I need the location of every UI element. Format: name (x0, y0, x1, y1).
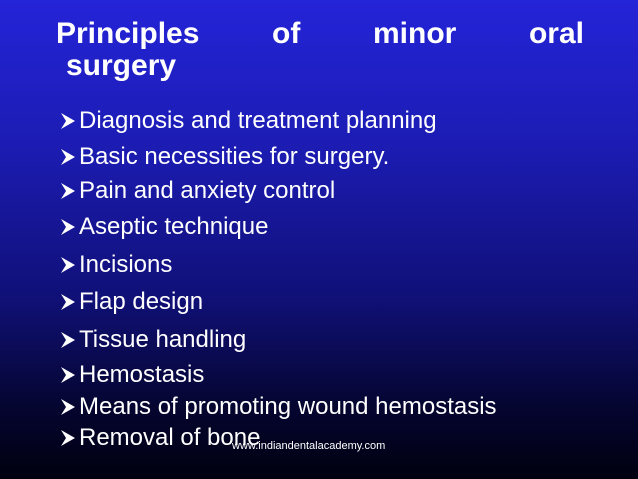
title-word: Principles (56, 17, 200, 50)
bullet-text: Incisions (79, 251, 173, 278)
bullet-item (58, 424, 260, 452)
bullet-text: Tissue handling (79, 326, 247, 353)
bullet-item (58, 143, 389, 171)
bullet-item (58, 107, 437, 135)
footer-url: www.indiandentalacademy.com (232, 440, 386, 452)
arrow-bullet-icon (58, 255, 78, 275)
arrow-bullet-icon (58, 365, 78, 385)
bullet-text: Diagnosis and treatment planning (79, 107, 437, 134)
slide-title (56, 18, 584, 82)
bullet-item (58, 326, 246, 354)
title-line-2: surgery (66, 49, 177, 82)
arrow-bullet-icon (58, 330, 78, 350)
title-word: of (272, 17, 301, 50)
arrow-bullet-icon (58, 292, 78, 312)
arrow-bullet-icon (58, 111, 78, 131)
title-line-1 (56, 18, 584, 50)
bullet-item (58, 213, 268, 241)
title-word: minor (372, 17, 457, 50)
arrow-bullet-icon (58, 147, 78, 167)
arrow-bullet-icon (58, 397, 78, 417)
bullet-item (58, 393, 497, 421)
bullet-text: Means of promoting wound hemostasis (79, 393, 497, 420)
arrow-bullet-icon (58, 181, 78, 201)
bullet-item (58, 177, 335, 205)
arrow-bullet-icon (58, 428, 78, 448)
arrow-bullet-icon (58, 217, 78, 237)
bullet-text: Flap design (79, 288, 204, 315)
bullet-text: Basic necessities for surgery. (79, 143, 390, 170)
title-word: oral (528, 17, 584, 50)
bullet-item (58, 251, 172, 279)
bullet-text: Hemostasis (79, 361, 205, 388)
bullet-item (58, 288, 203, 316)
bullet-item (58, 361, 204, 389)
bullet-text: Pain and anxiety control (79, 177, 336, 204)
bullet-text: Removal of bone (79, 424, 261, 451)
bullet-text: Aseptic technique (79, 213, 269, 240)
